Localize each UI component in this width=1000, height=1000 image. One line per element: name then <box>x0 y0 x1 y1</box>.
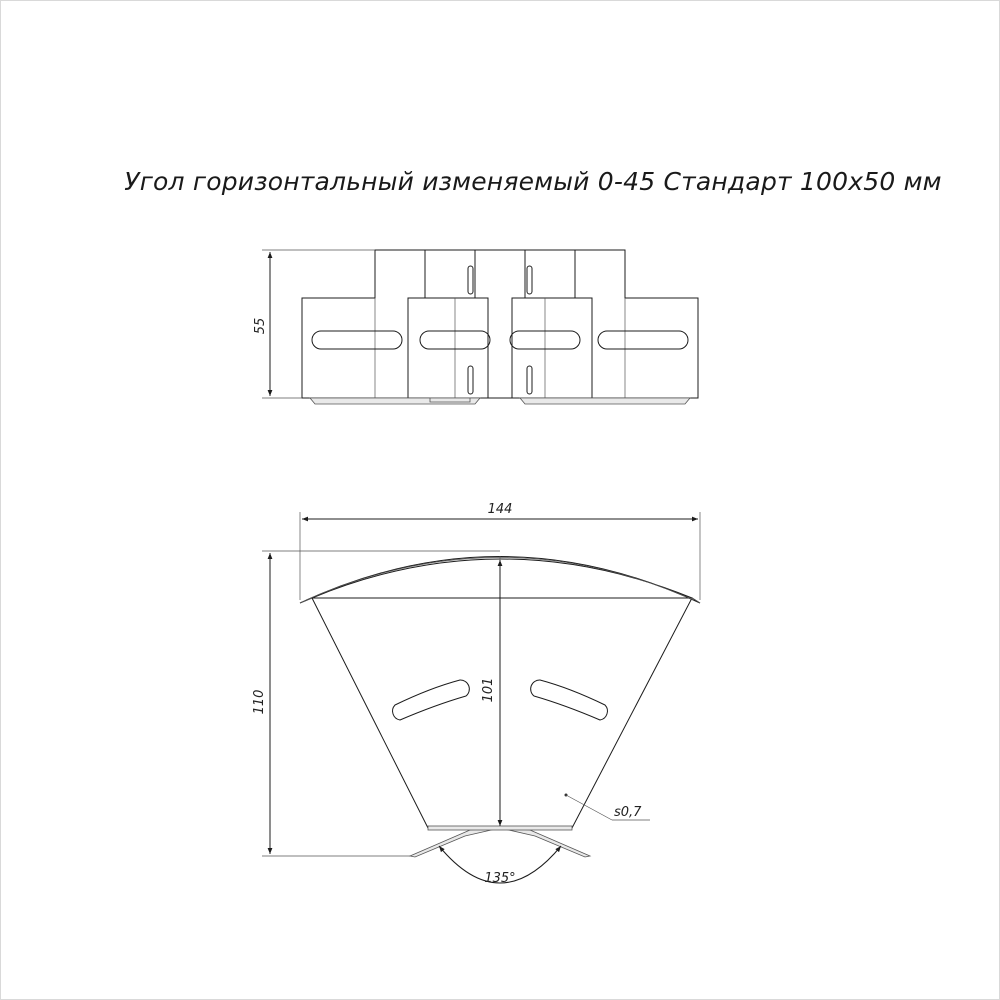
drawing-title: Угол горизонтальный изменяемый 0-45 Стандарт 100х50 мм <box>124 167 942 196</box>
dim-height-total: 110 <box>252 689 267 715</box>
side-inner-left-wall <box>408 298 488 398</box>
dim-angle: 135° <box>484 871 516 886</box>
side-view <box>253 250 698 404</box>
side-right-wall <box>575 250 698 398</box>
dim-thickness: s0,7 <box>614 805 642 820</box>
top-fan-body <box>312 598 692 828</box>
top-view <box>252 502 700 886</box>
dim-depth-inner: 101 <box>481 677 496 703</box>
side-inner-right-wall <box>512 298 592 398</box>
dim-height-side: 55 <box>253 317 268 335</box>
side-left-wall <box>302 250 425 398</box>
dim-width-top: 144 <box>487 502 513 517</box>
